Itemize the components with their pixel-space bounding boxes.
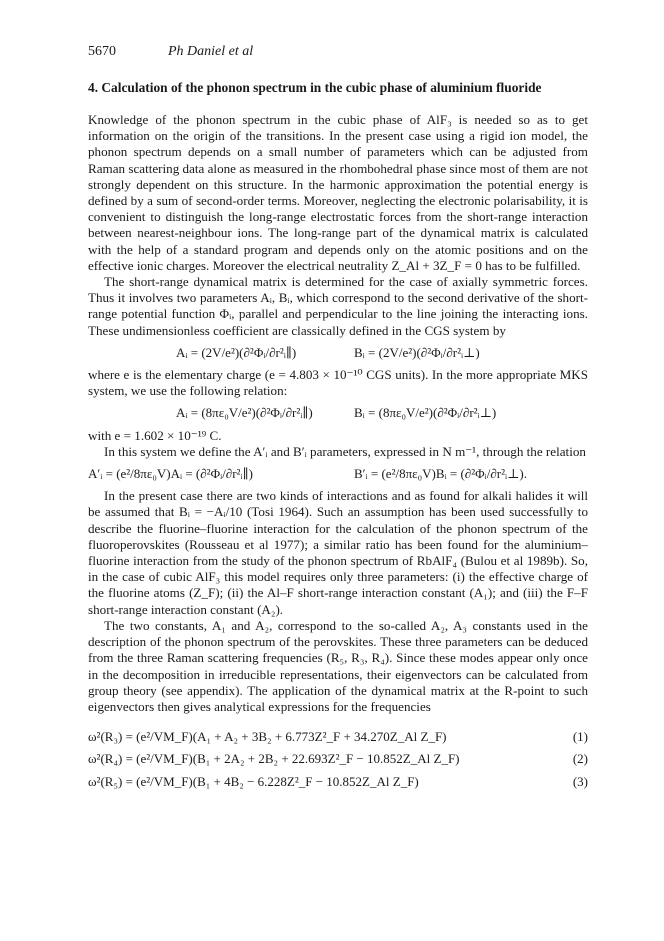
- page-number: 5670: [88, 44, 116, 59]
- equation-number: (2): [572, 751, 588, 767]
- equation-number: (3): [572, 773, 588, 789]
- body-text: [88, 112, 588, 796]
- paragraph: with e = 1.602 × 10⁻¹⁹ C.: [88, 427, 222, 443]
- equation-3: [88, 774, 588, 790]
- equation-b: Bᵢ = (8πε₀V/e²)(∂²Φᵢ/∂r²ᵢ⊥): [354, 405, 497, 421]
- equation-2: [88, 751, 588, 767]
- equation-a: A′ᵢ = (e²/8πε₀V)Aᵢ = (∂²Φᵢ/∂r²ᵢ∥): [88, 466, 253, 482]
- equation-b: Bᵢ = (2V/e²)(∂²Φᵢ/∂r²ᵢ⊥): [354, 344, 480, 360]
- equation-1: [88, 729, 588, 745]
- equation-a: Aᵢ = (8πε₀V/e²)(∂²Φᵢ/∂r²ᵢ∥): [176, 405, 313, 421]
- equation-number: (1): [572, 729, 588, 745]
- equation-text: ω²(R₅) = (e²/VM_F)(B₁ + 4B₂ − 6.228Z²_F − 10.852Z_Al Z_F): [88, 773, 419, 789]
- equation-a: Aᵢ = (2V/e²)(∂²Φᵢ/∂r²ᵢ∥): [176, 344, 297, 360]
- equation-b: B′ᵢ = (e²/8πε₀V)Bᵢ = (∂²Φᵢ/∂r²ᵢ⊥).: [354, 466, 527, 482]
- paragraph: The short-range dynamical matrix is determined for the case of axially symmetric forces. Thus it involves two parameters Aᵢ, Bᵢ, which correspond to the second derivative of the short-range potential function Φᵢ, parallel and perpendicular to the line joining the interacting ions. These undimensionless coefficient are classically defined in the CGS system by: [88, 274, 588, 338]
- running-header: [88, 44, 253, 60]
- equation-prime: [88, 466, 588, 482]
- paragraph: In this system we define the A′ᵢ and B′ᵢ parameters, expressed in N m⁻¹, through the relation: [104, 443, 586, 459]
- paragraph: In the present case there are two kinds of interactions and as found for alkali halides it will be assumed that Bᵢ = −Aᵢ/10 (Tosi 1964). Such an assumption has been used successfully to describe the fluorine–fluorine interaction for the calculation of the phonon spectrum of the fluoroperovskites (Rousseau et al 1977); a similar ratio has been found for the aluminium–fluorine interaction from the study of the phonon spectrum of RbAlF₄ (Bulou et al 1989b). So, in the case of cubic AlF₃ this model requires only three parameters: (i) the effective charge of the fluorine atoms (Z_F); (ii) the Al–F short-range interaction constant (A₁); and (iii) the F–F short-range interaction constant (A₂).: [88, 488, 588, 617]
- equation-mks: [88, 405, 588, 421]
- equation-cgs: [88, 345, 588, 361]
- paragraph: The two constants, A₁ and A₂, correspond to the so-called A₂, A₃ constants used in the description of the phonon spectrum of the perovskites. These three parameters can be deduced from the three Raman scattering frequencies (R₅, R₃, R₄). Since these modes appear only once in the decomposition in irreducible representations, their eigenvectors can be calculated from group theory (see appendix). The application of the dynamical matrix at the R-point to such eigenvectors then gives analytical expressions for the frequencies: [88, 617, 588, 714]
- paragraph: where e is the elementary charge (e = 4.803 × 10⁻¹⁰ CGS units). In the more appropriate MKS system, we use the following relation:: [88, 367, 588, 399]
- paragraph: Knowledge of the phonon spectrum in the cubic phase of AlF₃ is needed so as to get information on the origin of the transitions. In the present case using a rigid ion model, the phonon spectrum depends on a small number of parameters which can be adjusted from Raman scattering data alone as measured in the rhombohedral phase since most of them are not strongly dependent on this structure. In the harmonic approximation the potential energy is defined by a sum of second-order terms. Moreover, neglecting the electronic polarisability, it is convenient to distinguish the long-range electrostatic forces from the short-range interaction between nearest-neighbour ions. The long-range part of the dynamical matrix is calculated with the help of a standard program and depends only on the atomic positions and on the effective ionic charges. Moreover the electrical neutrality Z_Al + 3Z_F = 0 has to be fulfilled.: [88, 112, 588, 273]
- equation-text: ω²(R₄) = (e²/VM_F)(B₁ + 2A₂ + 2B₂ + 22.693Z²_F − 10.852Z_Al Z_F): [88, 751, 460, 767]
- equation-text: ω²(R₃) = (e²/VM_F)(A₁ + A₂ + 3B₂ + 6.773Z²_F + 34.270Z_Al Z_F): [88, 729, 447, 745]
- running-authors: Ph Daniel et al: [168, 44, 254, 59]
- section-title: 4. Calculation of the phonon spectrum in the cubic phase of aluminium fluoride: [88, 80, 542, 95]
